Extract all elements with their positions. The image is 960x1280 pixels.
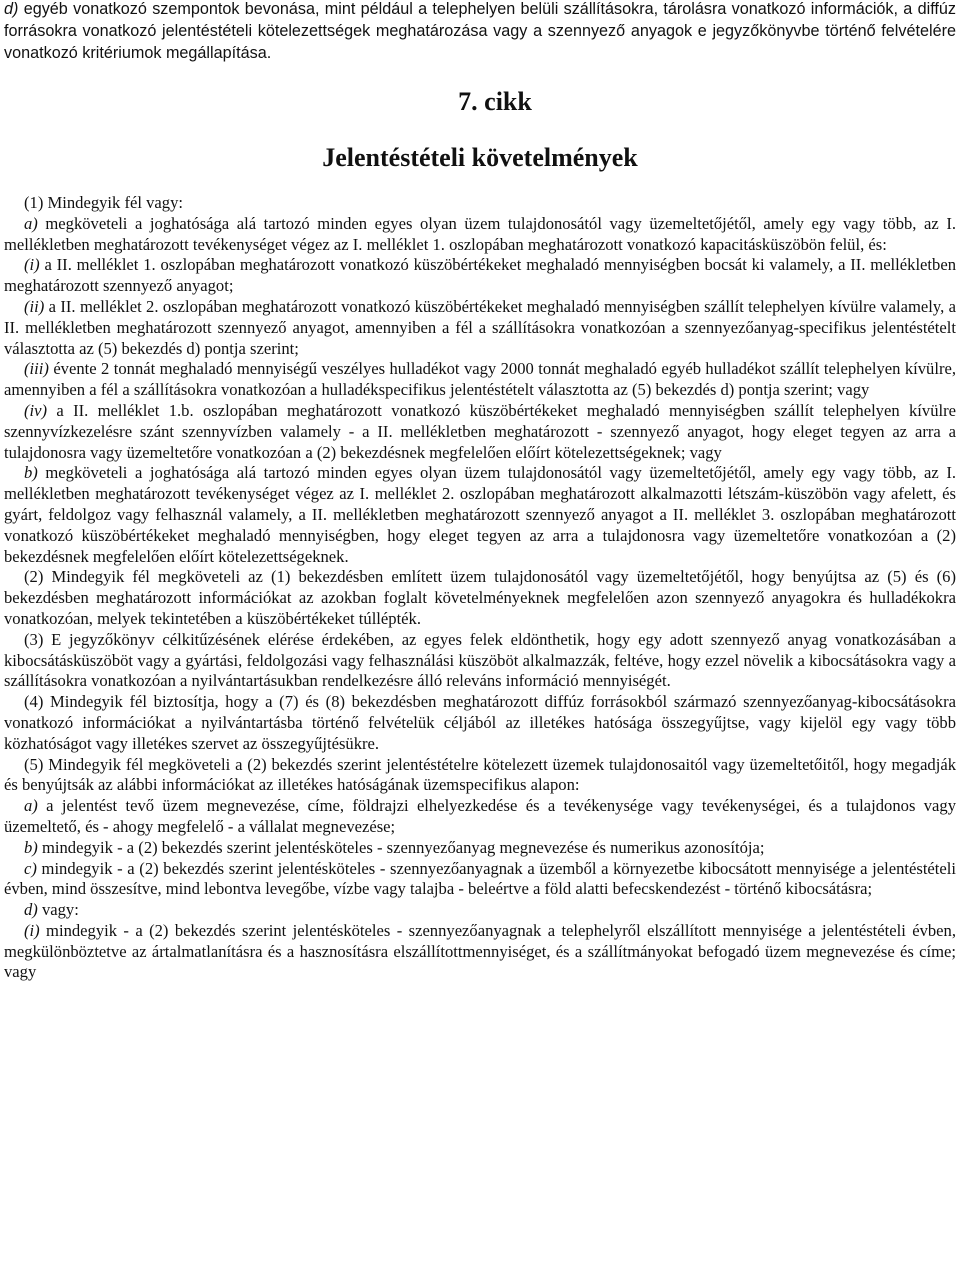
paragraph xyxy=(4,193,956,214)
paragraph-label: b) xyxy=(24,463,38,483)
article-title: Jelentéstételi követelmények xyxy=(322,143,638,172)
paragraph xyxy=(4,359,956,401)
paragraph-label: (iii) xyxy=(24,359,49,379)
paragraph xyxy=(4,214,956,256)
paragraph-label: b) xyxy=(24,837,38,857)
paragraph xyxy=(4,567,956,629)
paragraph-label: a) xyxy=(24,213,38,233)
paragraph-text: (4) Mindegyik fél biztosítja, hogy a (7) és (8) bekezdésben meghatározott diffúz forrásokból származó szennyezőanyag-kibocsátásokra vonatkozó információkat a nyilvántartásba történő felvételük céljából az illetékes hatósága összegyűjtse, vagy kijelöl egy vagy több közhatóságot vagy illetékes szervet az összegyűjtésükre. xyxy=(4,692,956,753)
paragraph xyxy=(4,838,956,859)
paragraph xyxy=(4,755,956,797)
paragraph-text: évente 2 tonnát meghaladó mennyiségű veszélyes hulladékot vagy 2000 tonnát meghaladó egyéb hulladékot szállít telephelyen kívülre, amennyiben a fél a szállításokra vonatkozóan a hulladékspecifikus jelentéstételt választotta az (5) bekezdés d) pontja szerint; vagy xyxy=(4,359,956,400)
paragraph xyxy=(4,900,956,921)
paragraph-text: (3) E jegyzőkönyv célkitűzésének elérése érdekében, az egyes felek eldönthetik, hogy egy adott szennyező anyag vonatkozásában a kibocsátásküszöböt vagy a gyártási, feldolgozási vagy felhasználási küszöböt alkalmazzák, feltéve, hogy ezzel növelik a kibocsátásokra vagy a szállításokra vonatkozóan a nyilvántartásukban rendelkezésre álló releváns információ mennyiségét. xyxy=(4,629,956,691)
paragraph-text: (1) Mindegyik fél vagy: xyxy=(24,193,183,212)
paragraph xyxy=(4,692,956,754)
paragraph-text: a II. melléklet 1.b. oszlopában meghatározott vonatkozó küszöbértékeket meghaladó mennyiségben szállít telephelyen kívülre szennyvízkezelésre szánt szennyvízben valamely - a II. mellékletben meghatározott - szennyező anyagot, hogy eleget tegyen az arra a tulajdonosra vagy üzemeltetőre vonatkozóan a (2) bekezdésnek megfelelően előírt kötelezettségeknek; vagy xyxy=(4,400,956,462)
paragraph-text: (5) Mindegyik fél megköveteli a (2) bekezdés szerint jelentéstételre kötelezett üzemek tulajdonosaitól vagy üzemeltetőitől, hogy megadják és benyújtsák az alábbi információkat az illetékes hatóságának üzemspecifikus alapon: xyxy=(4,754,956,795)
paragraph-label: a) xyxy=(24,796,38,816)
intro-label: d) xyxy=(4,0,19,18)
paragraph xyxy=(4,859,956,901)
paragraph xyxy=(4,401,956,463)
paragraph-text: megköveteli a joghatósága alá tartozó minden egyes olyan üzem tulajdonosától vagy üzemeltetőjétől, amely egy vagy több, az I. mellékletben meghatározott tevékenységet végez az I. melléklet 2. oszlopában meghatározott alkalmazotti létszám-küszöbön vagy afelett, és gyárt, feldolgoz vagy felhasznál valamely, a II. mellékletben meghatározott szennyező anyagot a II. melléklet 3. oszlopában meghatározott vonatkozó küszöbértékeket meghaladó mennyiségben, hogy eleget tegyen az arra a tulajdonosra vagy üzemeltetőre vonatkozóan a (2) bekezdésnek megfelelően előírt kötelezettségeknek. xyxy=(4,463,956,566)
intro-paragraph xyxy=(4,0,956,64)
paragraph-text: a II. melléklet 1. oszlopában meghatározott vonatkozó küszöbértékeket meghaladó mennyiségben bocsát ki valamely, a II. mellékletben meghatározott szennyező anyagot; xyxy=(4,255,956,296)
paragraph-text: (2) Mindegyik fél megköveteli az (1) bekezdésben említett üzem tulajdonosától vagy üzemeltetőjétől, hogy benyújtsa az (5) és (6) bekezdésben meghatározott információkat az azokban foglalt követelményeknek megfelelően azon szennyező anyagokra és hulladékokra vonatkozóan, melyek tekintetében a küszöbértékeket túllépték. xyxy=(4,567,956,628)
paragraph xyxy=(4,463,956,567)
paragraph xyxy=(4,630,956,692)
article-body xyxy=(4,193,956,983)
paragraph-label: (i) xyxy=(24,920,40,940)
paragraph-label: (iv) xyxy=(24,400,48,420)
paragraph xyxy=(4,796,956,838)
intro-text: egyéb vonatkozó szempontok bevonása, mint például a telephelyen belüli szállításokra, tárolásra vonatkozó információk, a diffúz forrásokra vonatkozó jelentéstételi kötelezettségek meghatározása vagy a szennyező anyagok e jegyzőkönyvbe történő felvételére vonatkozó kritériumok megállapítása. xyxy=(4,0,956,62)
paragraph xyxy=(4,921,956,983)
paragraph-text: mindegyik - a (2) bekezdés szerint jelentésköteles - szennyezőanyag megnevezése és numerikus azonosítója; xyxy=(37,837,765,857)
paragraph-label: (ii) xyxy=(24,296,45,316)
document-page xyxy=(4,0,956,983)
paragraph-label: d) xyxy=(24,900,38,920)
paragraph-label: (i) xyxy=(24,255,40,275)
paragraph-text: a II. melléklet 2. oszlopában meghatározott vonatkozó küszöbértékeket meghaladó mennyiségben szállít telephelyen kívülre valamely, a II. mellékletben meghatározott szennyező anyagot, amennyiben a fél a szállításokra vonatkozóan a szennyezőanyag-specifikus jelentéstételt választotta az (5) bekezdés d) pontja szerint; xyxy=(4,296,956,358)
article-number: 7. cikk xyxy=(458,87,532,116)
paragraph-text: vagy: xyxy=(37,900,79,920)
paragraph xyxy=(4,255,956,297)
paragraph xyxy=(4,297,956,359)
paragraph-text: megköveteli a joghatósága alá tartozó minden egyes olyan üzem tulajdonosától vagy üzemeltetőjétől, amely egy vagy több, az I. mellékletben meghatározott tevékenységet végez az I. melléklet 1. oszlopában meghatározott vonatkozó kapacitásküszöbön felül, és: xyxy=(4,213,956,254)
paragraph-label: c) xyxy=(24,858,37,878)
paragraph-text: mindegyik - a (2) bekezdés szerint jelentésköteles - szennyezőanyagnak a üzemből a környezetbe kibocsátott mennyisége a jelentéstételi évben, mind összesítve, mind lebontva levegőbe, vízbe vagy talajba - beleértve a föld alatti befecskendezést - történő kibocsátásra; xyxy=(4,858,956,899)
paragraph-text: mindegyik - a (2) bekezdés szerint jelentésköteles - szennyezőanyagnak a telephelyről elszállított mennyisége a jelentéstételi évben, megkülönböztetve az ártalmatlanításra és a hasznosításra elszállítottmennyiséget, és a szállítmányokat befogadó üzem megnevezése és címe; vagy xyxy=(4,920,956,982)
paragraph-text: a jelentést tevő üzem megnevezése, címe, földrajzi elhelyezkedése és a tevékenysége vagy tevékenységei, és a tulajdonos vagy üzemeltető, és - ahogy megfelelő - a vállalat megnevezése; xyxy=(4,796,956,836)
